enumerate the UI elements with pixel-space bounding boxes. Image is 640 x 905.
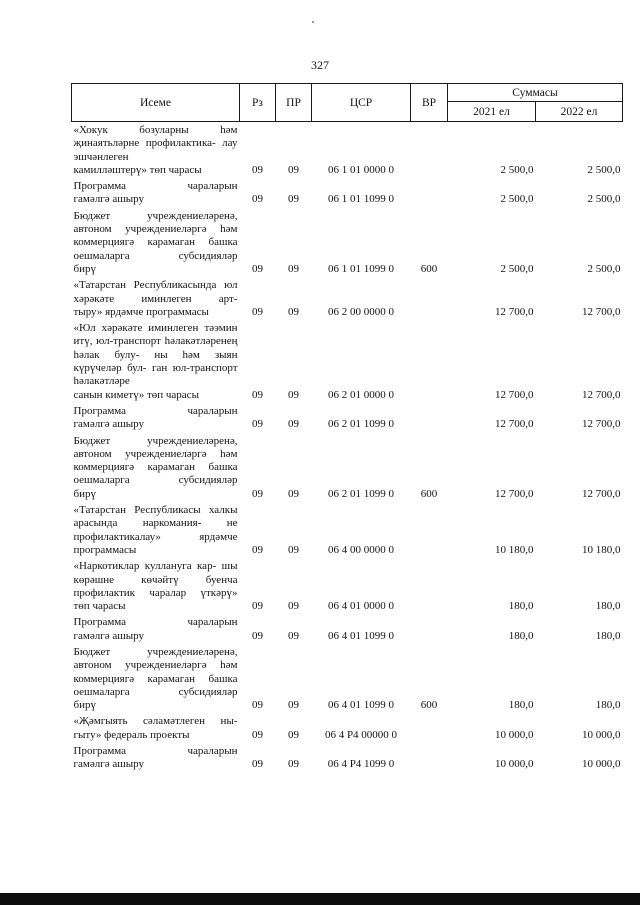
row-vr xyxy=(411,558,448,614)
row-pr: 09 xyxy=(288,699,299,712)
row-name-line: Бюджет учреждениеләренә, xyxy=(73,434,238,447)
row-vr xyxy=(411,713,448,743)
row-name xyxy=(72,122,240,179)
row-name-last-line: бирү xyxy=(73,262,96,275)
row-rz: 09 xyxy=(252,262,263,275)
row-name xyxy=(72,403,240,433)
row-csr: 06 4 Р4 00000 0 xyxy=(324,728,398,741)
row-sum-2021: 2 500,0 xyxy=(500,262,534,275)
row-csr: 06 2 01 1099 0 xyxy=(328,487,394,500)
row-name xyxy=(72,558,240,614)
row-rz: 09 xyxy=(252,728,263,741)
row-csr: 06 1 01 1099 0 xyxy=(328,193,394,206)
row-csr: 06 4 01 1099 0 xyxy=(328,699,394,712)
row-sum-2022: 2 500,0 xyxy=(587,163,621,176)
row-sum-2021: 12 700,0 xyxy=(495,487,534,500)
row-vr xyxy=(411,277,448,320)
row-pr: 09 xyxy=(288,305,299,318)
row-name-last-line: бирү xyxy=(73,487,96,500)
row-sum-2021: 10 000,0 xyxy=(495,758,534,771)
row-rz: 09 xyxy=(252,699,263,712)
row-vr xyxy=(411,502,448,558)
row-sum-2022: 180,0 xyxy=(595,699,621,712)
row-name xyxy=(72,320,240,403)
row-vr xyxy=(411,743,448,773)
row-name-line: Программа чараларын xyxy=(73,404,238,417)
table-row xyxy=(72,713,623,743)
row-name xyxy=(72,743,240,773)
row-name-line: коммерциягә карамаган башка xyxy=(73,672,238,685)
row-sum-2022: 12 700,0 xyxy=(582,418,621,431)
row-name-line: лау эшчәнлеген xyxy=(73,137,238,163)
row-name-line: халкы арасында наркомания- xyxy=(73,504,238,530)
row-name-last-line: гамәлгә ашыру xyxy=(73,629,144,642)
row-pr: 09 xyxy=(288,758,299,771)
row-name-line: Программа чараларын xyxy=(73,745,238,758)
row-pr: 09 xyxy=(288,163,299,176)
page-number: 327 xyxy=(311,58,329,72)
header-vr: ВР xyxy=(411,84,448,122)
row-sum-2021: 10 180,0 xyxy=(495,543,534,556)
row-csr: 06 4 01 1099 0 xyxy=(328,629,394,642)
row-rz: 09 xyxy=(252,487,263,500)
table-row xyxy=(72,614,623,644)
row-name-line: Программа чараларын xyxy=(73,180,238,193)
row-csr: 06 4 Р4 1099 0 xyxy=(327,758,395,771)
row-name-line: автоном учреждениеләргә һәм xyxy=(73,659,238,672)
header-sums: Суммасы xyxy=(448,84,623,102)
row-name-line: «Хокук бозуларны һәм xyxy=(73,124,238,136)
row-name-line: коммерциягә карамаган башка xyxy=(73,236,238,249)
row-pr: 09 xyxy=(288,728,299,741)
row-sum-2021: 180,0 xyxy=(508,629,534,642)
row-name-line: профилактик чаралар үткәрү» xyxy=(73,586,238,599)
row-name-last-line: бирү xyxy=(73,699,96,712)
row-csr: 06 4 01 0000 0 xyxy=(328,600,394,613)
row-name xyxy=(72,178,240,208)
row-sum-2022: 12 700,0 xyxy=(582,487,621,500)
row-rz: 09 xyxy=(252,418,263,431)
table-row xyxy=(72,320,623,403)
row-vr xyxy=(411,403,448,433)
row-vr: 600 xyxy=(420,699,438,712)
row-name-last-line: гамәлгә ашыру xyxy=(73,758,144,771)
table-row xyxy=(72,208,623,277)
row-sum-2021: 12 700,0 xyxy=(495,305,534,318)
row-name-line: «Җәмгыять сәламәтлеген ны- xyxy=(73,715,238,728)
row-csr: 06 2 01 1099 0 xyxy=(328,418,394,431)
row-pr: 09 xyxy=(288,388,299,401)
row-name-line: юл хәрәкәте иминлеген арт- xyxy=(73,279,238,305)
row-name xyxy=(72,502,240,558)
row-name xyxy=(72,614,240,644)
row-name-line: Программа чараларын xyxy=(73,616,238,629)
row-rz: 09 xyxy=(252,305,263,318)
row-sum-2021: 180,0 xyxy=(508,699,534,712)
row-rz: 09 xyxy=(252,193,263,206)
table-row xyxy=(72,403,623,433)
row-sum-2022: 2 500,0 xyxy=(587,262,621,275)
row-sum-2022: 2 500,0 xyxy=(587,193,621,206)
row-name-last-line: гамәлгә ашыру xyxy=(73,193,144,206)
row-name-line: автоном учреждениеләргә һәм xyxy=(73,447,238,460)
row-name-line: җинаятьләрне профилактика- xyxy=(73,137,216,150)
row-sum-2021: 12 700,0 xyxy=(495,418,534,431)
scan-edge-bar xyxy=(0,893,640,905)
row-pr: 09 xyxy=(288,629,299,642)
row-name-line: Бюджет учреждениеләренә, xyxy=(73,645,238,658)
row-name xyxy=(72,713,240,743)
header-rz: Рз xyxy=(240,84,276,122)
row-name-line: автоном учреждениеләргә һәм xyxy=(73,223,238,236)
row-name xyxy=(72,433,240,502)
row-name xyxy=(72,208,240,277)
row-name-line: оешмаларга субсидияләр xyxy=(73,249,238,262)
row-pr: 09 xyxy=(288,418,299,431)
row-name-line: «Юл хәрәкәте иминлеген xyxy=(73,322,199,335)
table-row xyxy=(72,178,623,208)
row-name-line: шы көрәшне көчәйтү буенча xyxy=(73,560,238,586)
row-name-line: не профилактикалау» ярдәмче xyxy=(73,517,238,543)
row-name-last-line: гыту» федераль проекты xyxy=(73,728,190,741)
row-pr: 09 xyxy=(288,487,299,500)
row-sum-2022: 12 700,0 xyxy=(582,388,621,401)
row-sum-2022: 180,0 xyxy=(595,629,621,642)
row-sum-2022: 10 180,0 xyxy=(582,543,621,556)
row-vr xyxy=(411,320,448,403)
row-name xyxy=(72,277,240,320)
header-csr: ЦСР xyxy=(312,84,411,122)
header-name: Исеме xyxy=(72,84,240,122)
header-pr: ПР xyxy=(276,84,312,122)
row-vr xyxy=(411,178,448,208)
row-sum-2021: 10 000,0 xyxy=(495,728,534,741)
row-sum-2022: 12 700,0 xyxy=(582,305,621,318)
budget-table xyxy=(71,83,623,773)
table-row xyxy=(72,433,623,502)
row-csr: 06 2 00 0000 0 xyxy=(328,305,394,318)
row-name-last-line: төп чарасы xyxy=(73,600,126,613)
table-row xyxy=(72,644,623,713)
row-sum-2022: 180,0 xyxy=(595,600,621,613)
row-name-line: ны һәм зыян күрүчеләр бул- xyxy=(73,348,238,375)
row-pr: 09 xyxy=(288,262,299,275)
table-row xyxy=(72,743,623,773)
row-rz: 09 xyxy=(252,629,263,642)
row-vr: 600 xyxy=(420,262,438,275)
row-pr: 09 xyxy=(288,543,299,556)
row-pr: 09 xyxy=(288,600,299,613)
row-sum-2021: 12 700,0 xyxy=(495,388,534,401)
row-sum-2021: 2 500,0 xyxy=(500,193,534,206)
row-name-line: «Наркотиклар куллануга кар- xyxy=(73,560,217,573)
row-name-last-line: тыру» ярдәмче программасы xyxy=(73,305,209,318)
row-name-last-line: программасы xyxy=(73,543,137,556)
row-name-line: коммерциягә карамаган башка xyxy=(73,461,238,474)
scan-speck xyxy=(312,21,314,23)
table-row xyxy=(72,558,623,614)
row-name-line: тәэмин итү, юл-транспорт xyxy=(73,322,238,348)
row-rz: 09 xyxy=(252,163,263,176)
row-rz: 09 xyxy=(252,543,263,556)
row-name-line: оешмаларга субсидияләр xyxy=(73,474,238,487)
row-name-last-line: камилләштерү» төп чарасы xyxy=(73,163,202,176)
row-vr xyxy=(411,122,448,179)
row-name xyxy=(72,644,240,713)
row-name-last-line: гамәлгә ашыру xyxy=(73,418,144,431)
row-sum-2021: 180,0 xyxy=(508,600,534,613)
row-name-line: «Татарстан Республикасында xyxy=(73,279,217,292)
table-row xyxy=(72,122,623,179)
row-csr: 06 1 01 0000 0 xyxy=(328,163,394,176)
row-pr: 09 xyxy=(288,193,299,206)
row-name-last-line: санын киметү» төп чарасы xyxy=(73,388,199,401)
header-year-2021: 2021 ел xyxy=(448,102,536,122)
row-rz: 09 xyxy=(252,758,263,771)
row-rz: 09 xyxy=(252,600,263,613)
row-csr: 06 1 01 1099 0 xyxy=(328,262,394,275)
row-vr xyxy=(411,614,448,644)
row-name-line: оешмаларга субсидияләр xyxy=(73,685,238,698)
header-year-2022: 2022 ел xyxy=(536,102,623,122)
row-sum-2022: 10 000,0 xyxy=(582,758,621,771)
row-name-line: «Татарстан Республикасы xyxy=(73,504,201,517)
row-csr: 06 4 00 0000 0 xyxy=(328,543,394,556)
row-vr: 600 xyxy=(420,487,438,500)
row-csr: 06 2 01 0000 0 xyxy=(328,388,394,401)
row-name-line: һәлакәтләренең һәлак булу- xyxy=(73,335,238,361)
row-name-line: Бюджет учреждениеләренә, xyxy=(73,209,238,222)
table-row xyxy=(72,502,623,558)
row-sum-2021: 2 500,0 xyxy=(500,163,534,176)
table-row xyxy=(72,277,623,320)
row-rz: 09 xyxy=(252,388,263,401)
row-name-line: ган юл-транспорт һәлакәтләре xyxy=(73,362,238,388)
table-body xyxy=(72,122,623,773)
row-sum-2022: 10 000,0 xyxy=(582,728,621,741)
